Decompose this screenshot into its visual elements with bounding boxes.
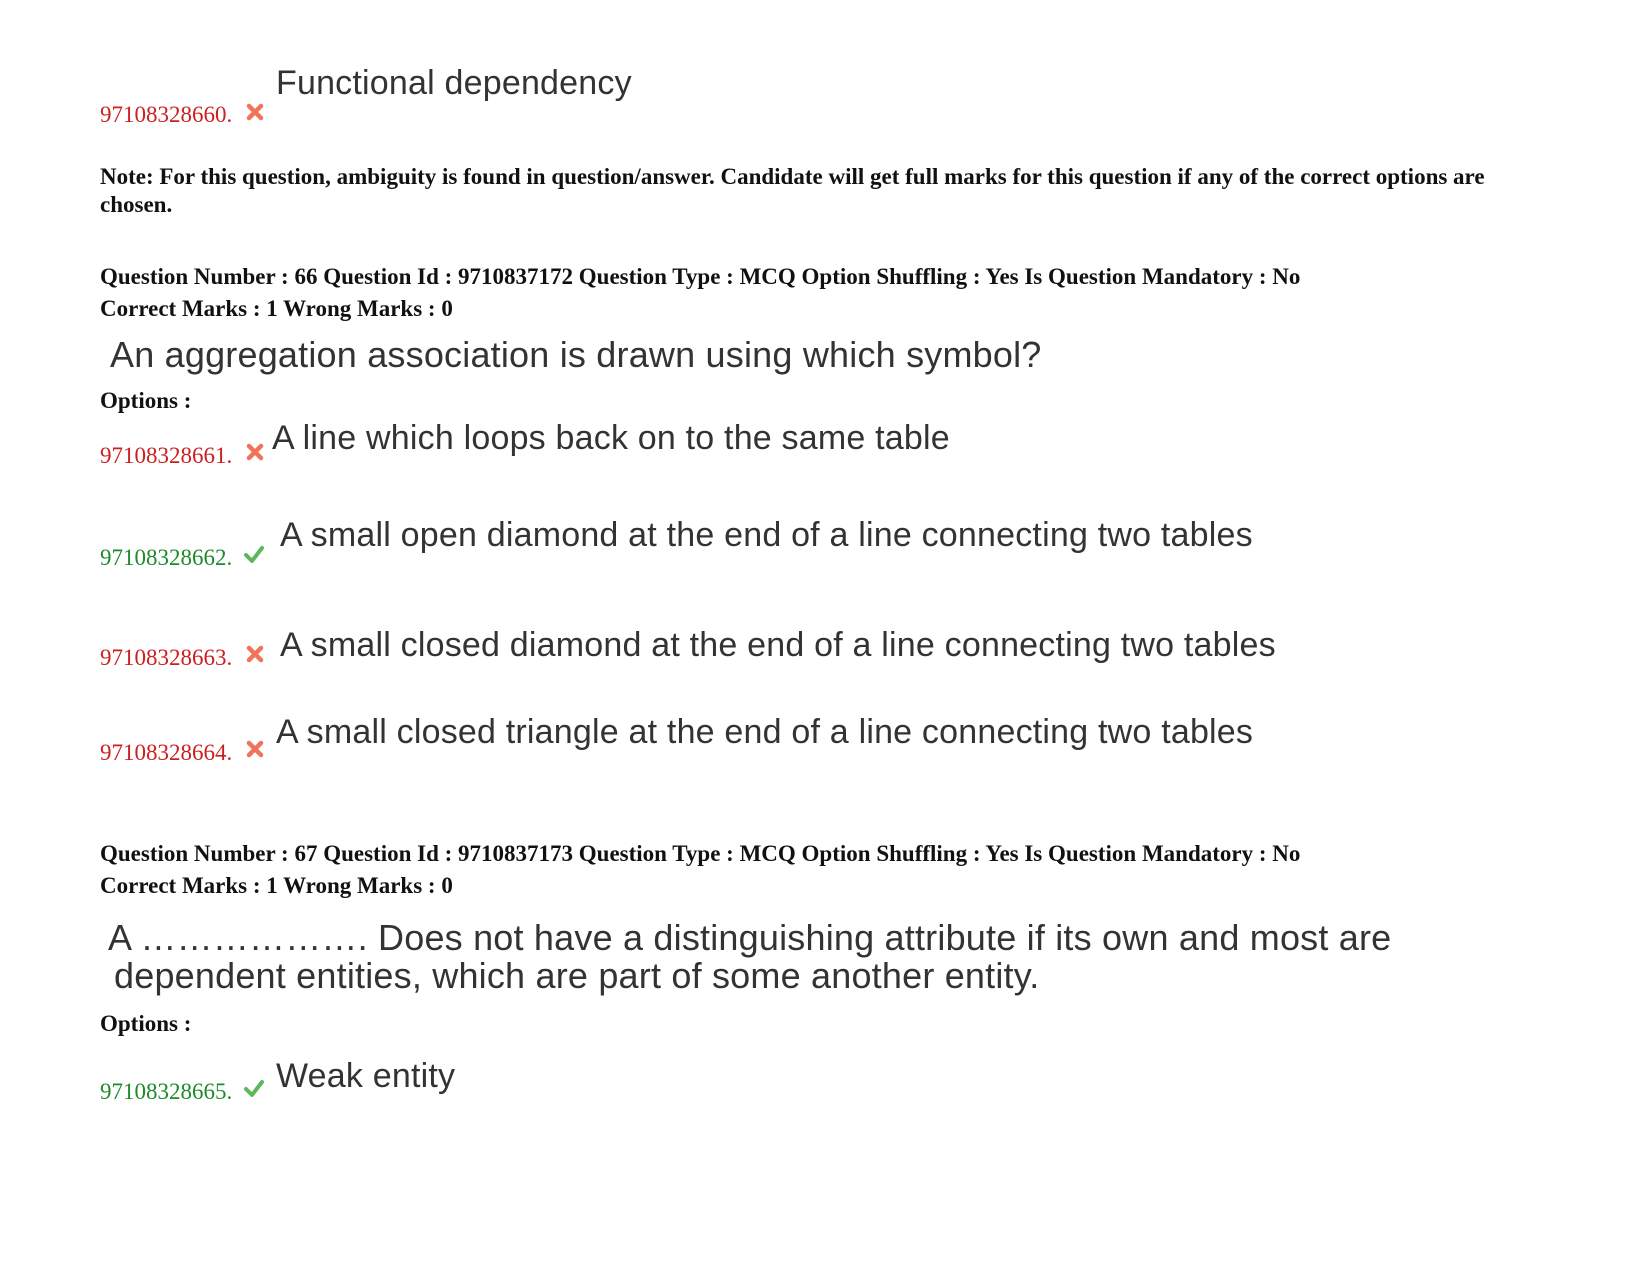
cross-icon bbox=[244, 102, 266, 122]
option-text: A line which loops back on to the same table bbox=[272, 419, 950, 457]
option-id: 97108328665. bbox=[100, 1079, 233, 1104]
option-id: 97108328661. bbox=[100, 443, 233, 468]
option-id: 97108328662. bbox=[100, 545, 233, 570]
option-id: 97108328664. bbox=[100, 740, 233, 765]
question-text: A ………………. Does not have a distinguishing attribute if its own and most are bbox=[108, 917, 1392, 958]
option-text: Functional dependency bbox=[276, 64, 632, 102]
cross-icon bbox=[244, 442, 266, 462]
option-text: A small closed triangle at the end of a line connecting two tables bbox=[276, 713, 1254, 751]
option-id: 97108328660. bbox=[100, 102, 233, 127]
question-text: dependent entities, which are part of some another entity. bbox=[114, 955, 1040, 996]
cross-icon bbox=[244, 644, 266, 664]
question-marks: Correct Marks : 1 Wrong Marks : 0 bbox=[100, 296, 453, 321]
question-header: Question Number : 67 Question Id : 9710837173 Question Type : MCQ Option Shuffling : Yes Is Question Mandatory : No bbox=[100, 841, 1301, 866]
question-text: An aggregation association is drawn using which symbol? bbox=[110, 334, 1042, 375]
option-text: A small open diamond at the end of a line connecting two tables bbox=[280, 516, 1253, 554]
option-text: Weak entity bbox=[276, 1057, 456, 1095]
check-icon bbox=[243, 544, 265, 564]
ambiguity-note: Note: For this question, ambiguity is found in question/answer. Candidate will get full marks for this question if any of the correct options are chosen. bbox=[100, 164, 1485, 217]
option-id: 97108328663. bbox=[100, 645, 233, 670]
check-icon bbox=[243, 1078, 265, 1098]
question-header: Question Number : 66 Question Id : 9710837172 Question Type : MCQ Option Shuffling : Yes Is Question Mandatory : No bbox=[100, 264, 1301, 289]
cross-icon bbox=[244, 739, 266, 759]
options-label: Options : bbox=[100, 1011, 192, 1036]
option-text: A small closed diamond at the end of a line connecting two tables bbox=[280, 626, 1276, 664]
question-marks: Correct Marks : 1 Wrong Marks : 0 bbox=[100, 873, 453, 898]
options-label: Options : bbox=[100, 388, 192, 413]
